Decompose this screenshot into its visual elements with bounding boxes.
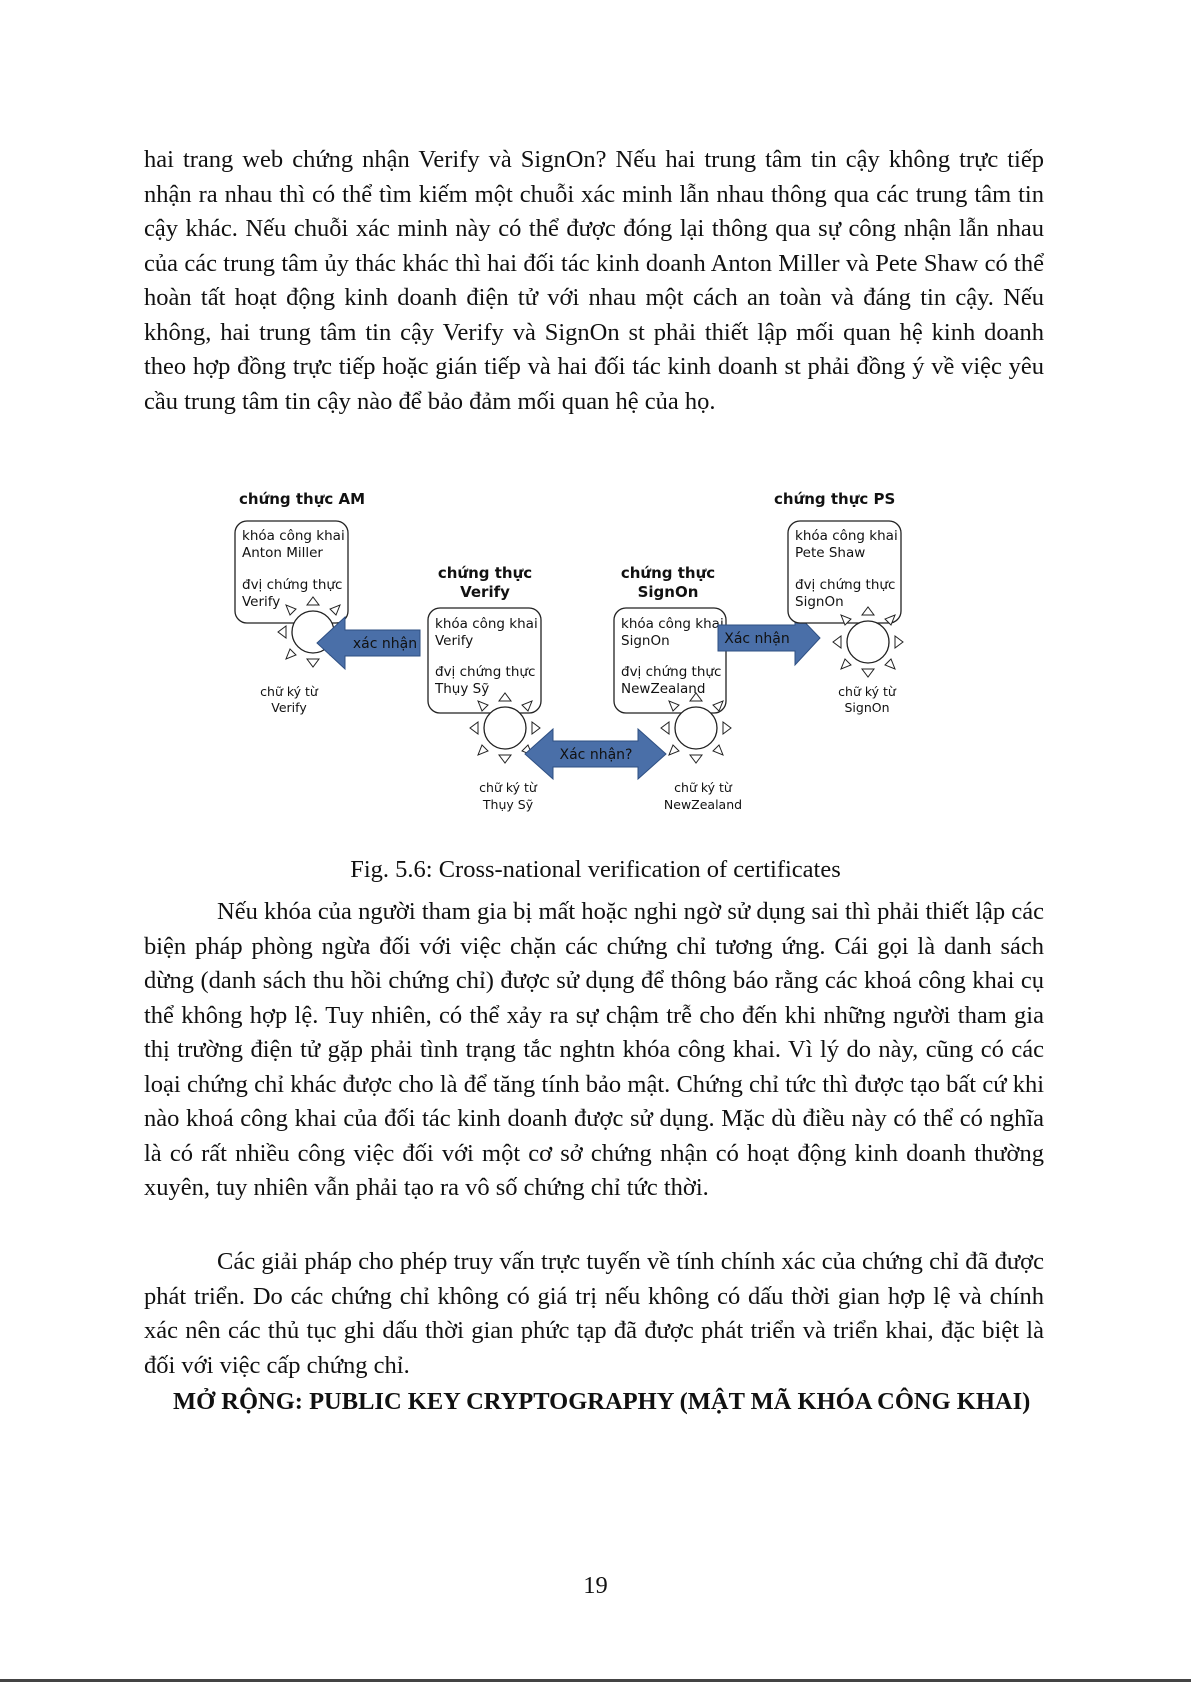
- ps-cert-key-owner: Pete Shaw: [795, 545, 866, 561]
- ps-cert-key-label: khóa công khai: [795, 528, 898, 544]
- confirm-arrow-middle-label: Xác nhận?: [559, 747, 633, 763]
- signon-signature-label: chữ ký từ: [674, 780, 732, 795]
- signon-cert-title-line2: SignOn: [637, 583, 699, 601]
- verify-cert-key-label: khóa công khai: [435, 616, 538, 632]
- signon-signature-source: NewZealand: [663, 797, 743, 812]
- ps-signature-label: chữ ký từ: [838, 684, 896, 699]
- verify-cert-authority-label: đvị chứng thực: [435, 664, 536, 680]
- verify-cert-key-owner: Verify: [435, 633, 474, 649]
- am-cert-key-owner: Anton Miller: [242, 545, 323, 561]
- am-cert-authority-label: đvị chứng thực: [242, 577, 343, 593]
- verify-cert-title-line2: Verify: [460, 583, 510, 601]
- signon-cert-title-line1: chứng thực: [620, 564, 716, 582]
- signon-cert-authority: NewZealand: [621, 681, 706, 697]
- certificate-verification-diagram: [225, 485, 965, 830]
- verify-signature-source: Thụy Sỹ: [482, 797, 534, 812]
- ps-cert-title: chứng thực PS: [774, 490, 896, 508]
- signon-cert-authority-label: đvị chứng thực: [621, 664, 722, 680]
- verify-signature-label: chữ ký từ: [479, 780, 537, 795]
- am-signature-source: Verify: [271, 700, 307, 715]
- figure-caption: Fig. 5.6: Cross-national verification of certificates: [350, 856, 841, 883]
- section-heading: MỞ RỘNG: PUBLIC KEY CRYPTOGRAPHY (MẬT MÃ KHÓA CÔNG KHAI): [173, 1388, 1031, 1415]
- am-cert-key-label: khóa công khai: [242, 528, 345, 544]
- paragraph-timestamps: Các giải pháp cho phép truy vấn trực tuyến về tính chính xác của chứng chỉ đã được phát triển. Do các chứng chỉ không có giá trị nếu không có dấu thời gian hợp lệ và chính xác nên các thủ tục ghi dấu thời gian phức tạp đã được phát triển và triển khai, đặc biệt là đối với việc cấp chứng chỉ.: [144, 1248, 1044, 1379]
- ps-cert-authority-label: đvị chứng thực: [795, 577, 896, 593]
- signon-cert-key-owner: SignOn: [621, 633, 670, 649]
- signon-cert-key-label: khóa công khai: [621, 616, 724, 632]
- ps-signature-source: SignOn: [844, 700, 890, 715]
- am-cert-title: chứng thực AM: [239, 490, 366, 508]
- paragraph-intro: hai trang web chứng nhận Verify và SignOn? Nếu hai trung tâm tin cậy không trực tiếp nhận ra nhau thì có thể tìm kiếm một chuỗi xác minh lẫn nhau thông qua các trung tâm tin cậy khác. Nếu chuỗi xác minh này có thể được đóng lại thông qua sự công nhận lẫn nhau của các trung tâm ủy thác khác thì hai đối tác kinh doanh Anton Miller và Pete Shaw có thể hoàn tất hoạt động kinh doanh điện tử với nhau một cách an toàn và đáng tin cậy. Nếu không, hai trung tâm tin cậy Verify và SignOn st phải thiết lập mối quan hệ kinh doanh theo hợp đồng trực tiếp hoặc gián tiếp và hai đối tác kinh doanh st phải đồng ý về việc yêu cầu trung tâm tin cậy nào để bảo đảm mối quan hệ của họ.: [144, 146, 1044, 415]
- confirm-arrow-left-label: xác nhận: [352, 636, 418, 652]
- am-signature-label: chữ ký từ: [260, 684, 318, 699]
- page-number: 19: [583, 1572, 608, 1599]
- confirm-arrow-right-label: Xác nhận: [724, 631, 790, 647]
- paragraph-revocation: Nếu khóa của người tham gia bị mất hoặc nghi ngờ sử dụng sai thì phải thiết lập các biện pháp phòng ngừa đối với việc chặn các chứng chỉ tương ứng. Cái gọi là danh sách dừng (danh sách thu hồi chứng chỉ) được sử dụng để thông báo rằng các khoá công khai cụ thể không hợp lệ. Tuy nhiên, có thể xảy ra sự chậm trễ cho đến khi những người tham gia thị trường điện tử gặp phải tình trạng tắc nghtn khóa công khai. Vì lý do này, cũng có các loại chứng chỉ khác được cho là để tăng tính bảo mật. Chứng chỉ tức thì được tạo bất cứ khi nào khoá công khai của đối tác kinh doanh được sử dụng. Mặc dù điều này có thể có nghĩa là có rất nhiều công việc đối với một cơ sở chứng nhận có hoạt động kinh doanh thường xuyên, tuy nhiên vẫn phải tạo ra vô số chứng chỉ tức thời.: [144, 898, 1044, 1201]
- verify-cert-authority: Thụy Sỹ: [435, 681, 490, 697]
- ps-cert-authority: SignOn: [795, 594, 844, 610]
- verify-cert-title-line1: chứng thực: [437, 564, 533, 582]
- page-bottom-rule: [0, 1679, 1191, 1682]
- am-cert-authority: Verify: [242, 594, 281, 610]
